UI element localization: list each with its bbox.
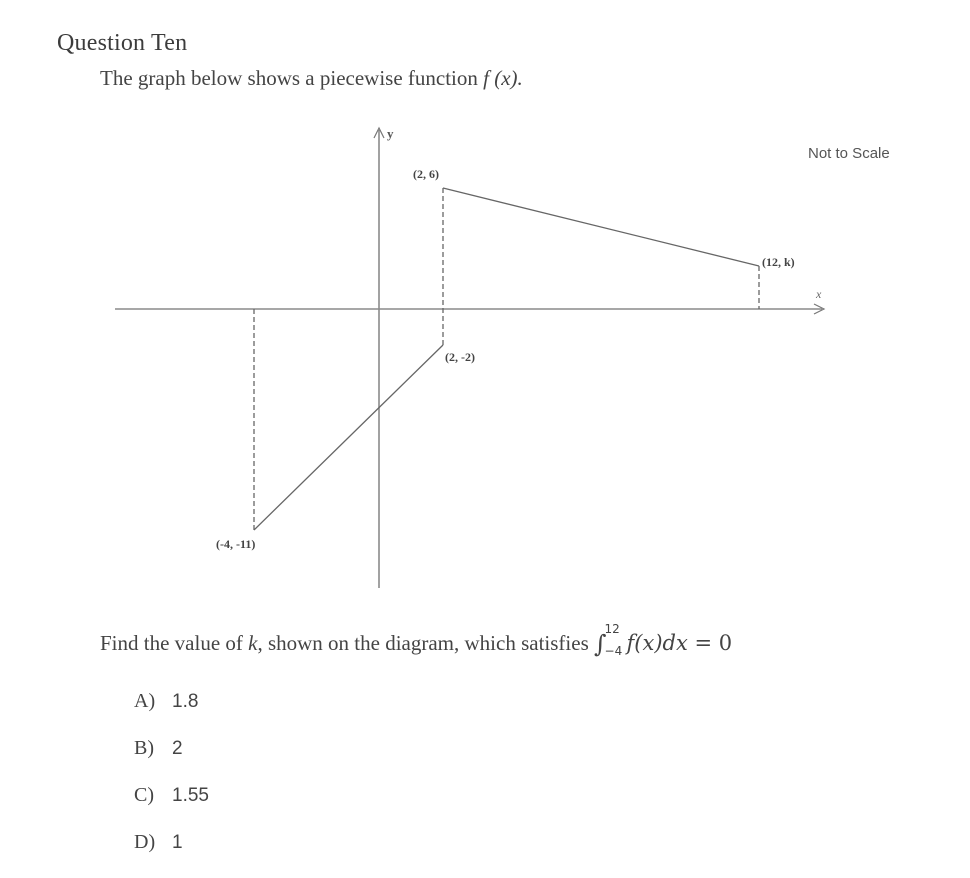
- integrand: f(x)dx: [626, 631, 688, 655]
- prompt-k: k: [248, 631, 258, 655]
- prompt-lead: Find the value of: [100, 631, 249, 655]
- option-value: 1.8: [172, 691, 199, 712]
- option-letter: D): [134, 831, 156, 853]
- option-d[interactable]: [134, 831, 209, 878]
- intro-sentence: The graph below shows a piecewise function: [100, 66, 484, 90]
- option-c[interactable]: [134, 784, 209, 831]
- equals-zero: = 0: [687, 631, 733, 655]
- option-value: 1.55: [172, 785, 209, 806]
- prompt-rest: , shown on the diagram, which satisfies: [257, 631, 594, 655]
- not-to-scale-note: Not to Scale: [808, 145, 890, 162]
- y-axis-label: y: [387, 126, 394, 141]
- segment-upper: [443, 188, 759, 266]
- point-label-neg4-neg11: (-4, -11): [216, 537, 256, 551]
- integral-lower-limit: −4: [604, 644, 623, 659]
- option-a[interactable]: [134, 690, 209, 737]
- question-heading: Question Ten: [57, 30, 188, 56]
- integral-limits: [604, 622, 627, 659]
- x-axis-label: x: [816, 287, 822, 301]
- point-label-2-6: (2, 6): [413, 167, 439, 181]
- option-value: 2: [172, 738, 183, 759]
- question-prompt: [100, 622, 733, 659]
- point-label-12-k: (12, k): [762, 255, 795, 269]
- integral-sign: ∫: [594, 630, 607, 658]
- option-letter: A): [134, 690, 156, 712]
- answer-options: [134, 690, 209, 878]
- integral-upper-limit: 12: [604, 622, 620, 637]
- option-value: 1: [172, 832, 183, 853]
- intro-function-notation: f (x).: [483, 66, 523, 90]
- option-b[interactable]: [134, 737, 209, 784]
- option-letter: B): [134, 737, 154, 759]
- point-label-2-neg2: (2, -2): [445, 350, 475, 364]
- segment-lower: [254, 345, 443, 530]
- option-letter: C): [134, 784, 154, 806]
